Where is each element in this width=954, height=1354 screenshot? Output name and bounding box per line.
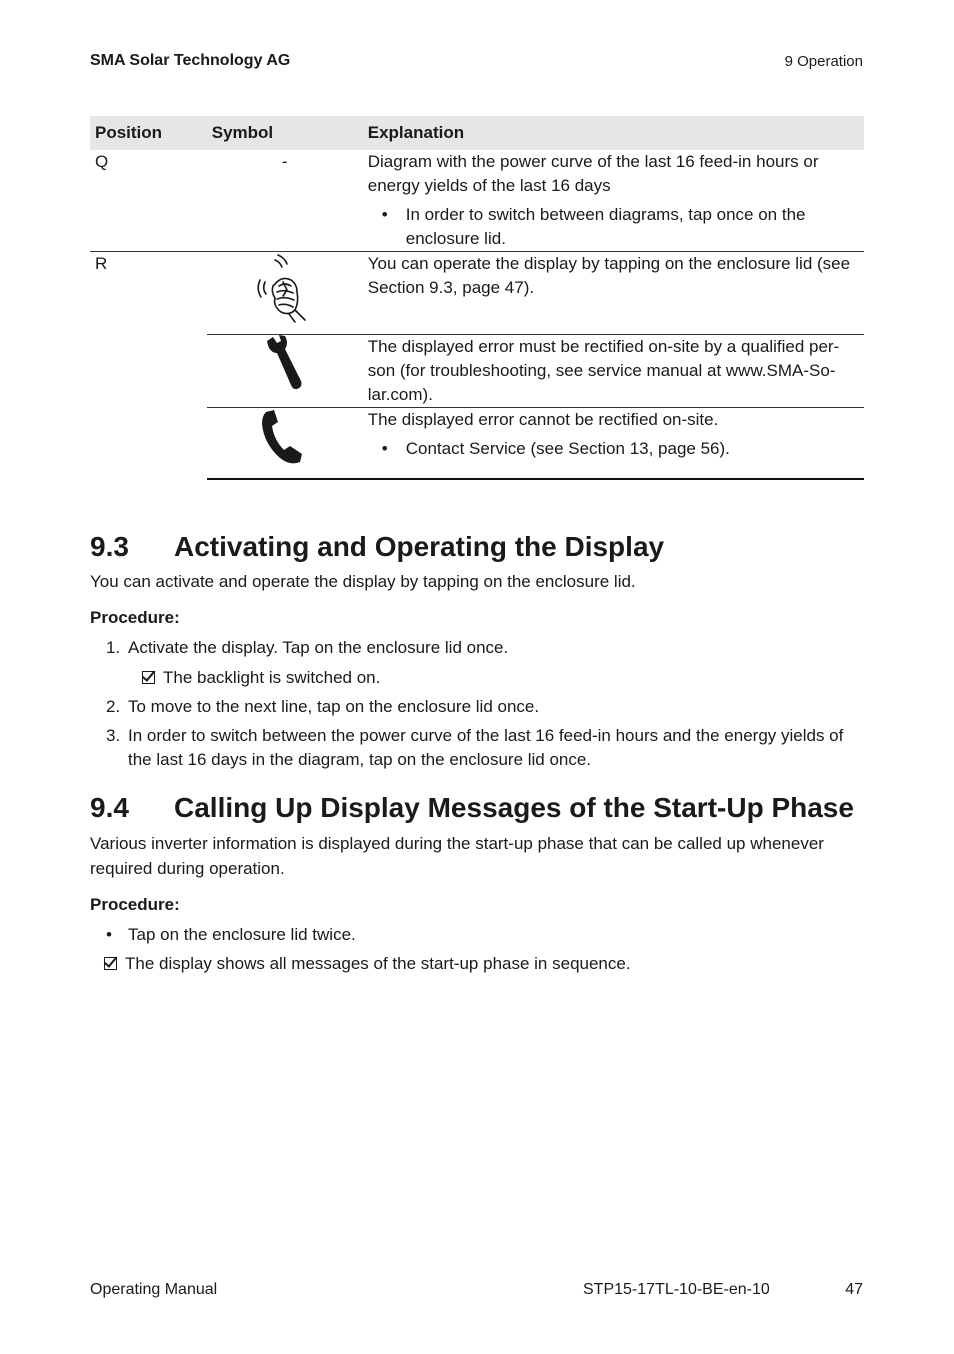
procedure-result — [104, 952, 631, 976]
section-title: Activating and Operating the Display — [174, 531, 665, 562]
step-result — [142, 666, 380, 690]
step-text: In order to switch between the power curve of the last 16 feed-in hours and the energy yields of the last 16 days in the diagram, tap on the enclosure lid once. — [128, 726, 844, 769]
procedure-step — [106, 724, 864, 772]
explanation-cell: The displayed error must be rectified on-site by a qualified per-son (for troubleshooting, see service manual at www.SMA-So-lar.com). — [363, 335, 864, 408]
procedure-bullet — [106, 923, 356, 947]
explanation-cell — [363, 408, 864, 480]
phone-icon — [260, 408, 310, 466]
symbol-cell — [207, 335, 363, 408]
explanation-text: The displayed error cannot be rectified on-site. — [367, 410, 719, 429]
col-header-symbol: Symbol — [207, 116, 363, 150]
step-number: 2. — [106, 697, 121, 716]
explanation-cell — [363, 150, 864, 252]
procedure-step — [106, 636, 864, 660]
bullet-text: Tap on the enclosure lid twice. — [128, 925, 356, 944]
wrench-icon — [263, 335, 307, 393]
section-number: 9.3 — [90, 531, 129, 562]
explanation-bullet: • Contact Service (see Section 13, page 56). — [368, 437, 859, 461]
table-header-row — [90, 116, 864, 150]
checkbox-icon — [104, 957, 117, 970]
section-heading-9-3 — [90, 531, 664, 563]
result-text: The backlight is switched on. — [163, 668, 381, 687]
table-row — [90, 335, 864, 408]
section-intro: You can activate and operate the display by tapping on the enclosure lid. — [90, 572, 636, 591]
col-header-explanation: Explanation — [363, 116, 864, 150]
section-heading-9-4 — [90, 792, 854, 824]
col-header-position: Position — [90, 116, 207, 150]
bullet-icon: • — [106, 925, 112, 944]
tap-hand-icon — [253, 252, 317, 324]
procedure-label: Procedure: — [90, 608, 180, 627]
symbol-table — [90, 116, 864, 480]
procedure-step — [106, 695, 864, 719]
procedure-label: Procedure: — [90, 895, 180, 914]
explanation-text: Diagram with the power curve of the last 16 feed-in hours or energy yields of the last 16 days — [367, 152, 819, 195]
result-text: The display shows all messages of the start-up phase in sequence. — [125, 954, 631, 973]
symbol-cell — [207, 408, 363, 480]
step-text: To move to the next line, tap on the enclosure lid once. — [128, 697, 540, 716]
footer-manual: Operating Manual — [90, 1281, 218, 1298]
header-section: 9 Operation — [784, 53, 863, 70]
symbol-cell — [207, 252, 363, 335]
explanation-bullet: • In order to switch between diagrams, tap once on the enclosure lid. — [368, 203, 859, 251]
position-cell: R — [95, 254, 108, 273]
section-title: Calling Up Display Messages of the Start-Up Phase — [174, 792, 854, 823]
position-cell: Q — [90, 150, 207, 252]
explanation-cell: You can operate the display by tapping on the enclosure lid (see Section 9.3, page 47). — [363, 252, 864, 335]
table-row — [90, 408, 864, 480]
section-intro: Various inverter information is displayed during the start-up phase that can be called up whenever required during operation. — [90, 834, 824, 878]
page-number: 47 — [845, 1281, 863, 1298]
table-row — [90, 150, 864, 252]
section-number: 9.4 — [90, 792, 129, 823]
symbol-cell: - — [207, 150, 363, 252]
table-row — [90, 252, 864, 335]
checkbox-icon — [142, 671, 155, 684]
step-text: Activate the display. Tap on the enclosure lid once. — [128, 638, 509, 657]
footer-doc-id: STP15-17TL-10-BE-en-10 — [583, 1281, 770, 1298]
step-number: 1. — [106, 638, 121, 657]
step-number: 3. — [106, 726, 121, 745]
header-company: SMA Solar Technology AG — [90, 52, 291, 69]
